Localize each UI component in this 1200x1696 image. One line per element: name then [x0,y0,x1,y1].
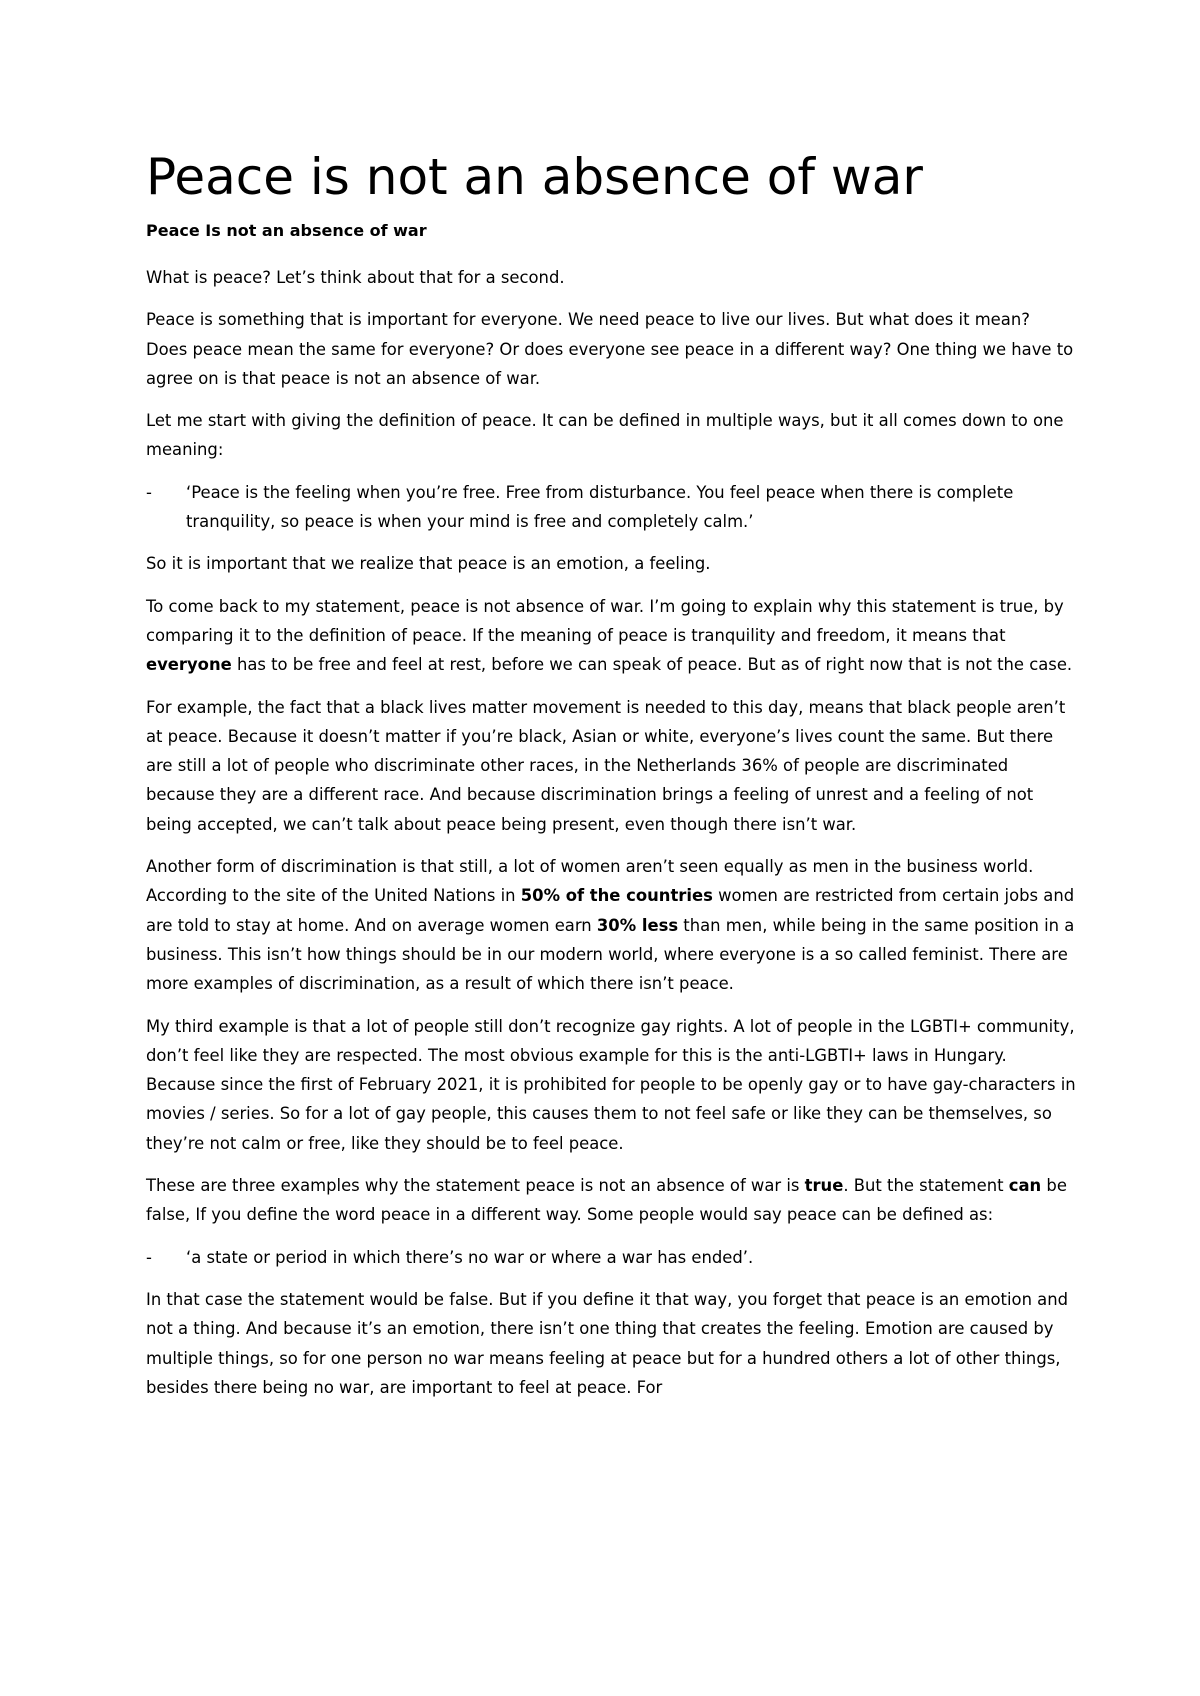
paragraph-8-bold-2: can [1008,1176,1042,1196]
paragraph-1: Peace is something that is important for everyone. We need peace to live our lives. But what does it mean? Does peace mean the same for everyone? Or does everyone see peace in a different way? One thing we have to agree on is that peace is not an absence of war. [146,310,1074,388]
paragraph-intro: What is peace? Let’s think about that for a second. [146,268,565,287]
paragraph-8-bold-1: true [804,1176,844,1196]
paragraph-2: Let me start with giving the definition of peace. It can be defined in multiple ways, but it all comes down to one meaning: [146,411,1064,460]
paragraph-5: For example, the fact that a black lives matter movement is needed to this day, means that black people aren’t at peace. Because it doesn’t matter if you’re black, Asian or white, everyone’s lives count the same. But there are still a lot of people who discriminate other races, in the Netherlands 36% of people are discriminated because they are a different race. And because discrimination brings a feeling of unrest and a feeling of not being accepted, we can’t talk about peace being present, even though there isn’t war. [146,697,1066,834]
bullet-definition [146,478,1076,537]
paragraph-8-text-c: be false, If you define the word peace in a different way. Some people would say peace can be defined as: [146,1176,1067,1225]
paragraph-6-bold-2: 30% less [596,915,679,935]
paragraph-4-text-b: has to be free and feel at rest, before we can speak of peace. But as of right now that is not the case. [231,655,1073,675]
bullet-text: ‘Peace is the feeling when you’re free. Free from disturbance. You feel peace when there is complete tranquility, so peace is when your mind is free and completely calm.’ [186,482,1014,532]
bullet-dash: - [146,1247,152,1267]
paragraph-8 [146,1171,1076,1230]
paragraph-6-bold-1: 50% of the countries [520,886,713,906]
paragraph-7: My third example is that a lot of people still don’t recognize gay rights. A lot of people in the LGBTI+ community, don’t feel like they are respected. The most obvious example for this is the anti-LGBTI+ laws in Hungary. Because since the first of February 2021, it is prohibited for people to be openly gay or to have gay-characters in movies / series. So for a lot of gay people, this causes them to not feel safe or like they can be themselves, so they’re not calm or free, like they should be to feel peace. [146,1016,1076,1153]
document-title: Peace is not an absence of war [146,148,923,206]
paragraph-6 [146,852,1076,998]
paragraph-4 [146,592,1076,680]
paragraph-3: So it is important that we realize that peace is an emotion, a feeling. [146,554,711,574]
paragraph-4-bold: everyone [146,655,232,675]
paragraph-8-text-b: . But the statement [843,1176,1009,1196]
paragraph-6-text-a: Another form of discrimination is that still, a lot of women aren’t seen equally as men in the business world. According to the site of the United Nations in [146,857,1034,906]
paragraph-6-text-b: women are restricted from certain jobs and are told to stay at home. And on average women earn [146,886,1075,935]
bullet-text: ‘a state or period in which there’s no war or where a war has ended’. [186,1247,754,1267]
bullet-alt-definition [146,1243,1076,1272]
bullet-dash: - [146,482,152,502]
paragraph-6-text-c: than men, while being in the same position in a business. This isn’t how things should be in our modern world, where everyone is a so called feminist. There are more examples of discrimination, as a result of which there isn’t peace. [146,915,1075,994]
document-body [146,148,1076,1415]
paragraph-9: In that case the statement would be false. But if you define it that way, you forget that peace is an emotion and not a thing. And because it’s an emotion, there isn’t one thing that creates the feeling. Emotion are caused by multiple things, so for one person no war means feeling at peace but for a hundred others a lot of other things, besides there being no war, are important to feel at peace. For [146,1289,1069,1397]
paragraph-4-text-a: To come back to my statement, peace is not absence of war. I’m going to explain why this statement is true, by comparing it to the definition of peace. If the meaning of peace is tranquility and freedom, it means that [146,596,1064,645]
paragraph-8-text-a: These are three examples why the statement peace is not an absence of war is [146,1176,805,1196]
document-subtitle: Peace Is not an absence of war [146,221,427,240]
